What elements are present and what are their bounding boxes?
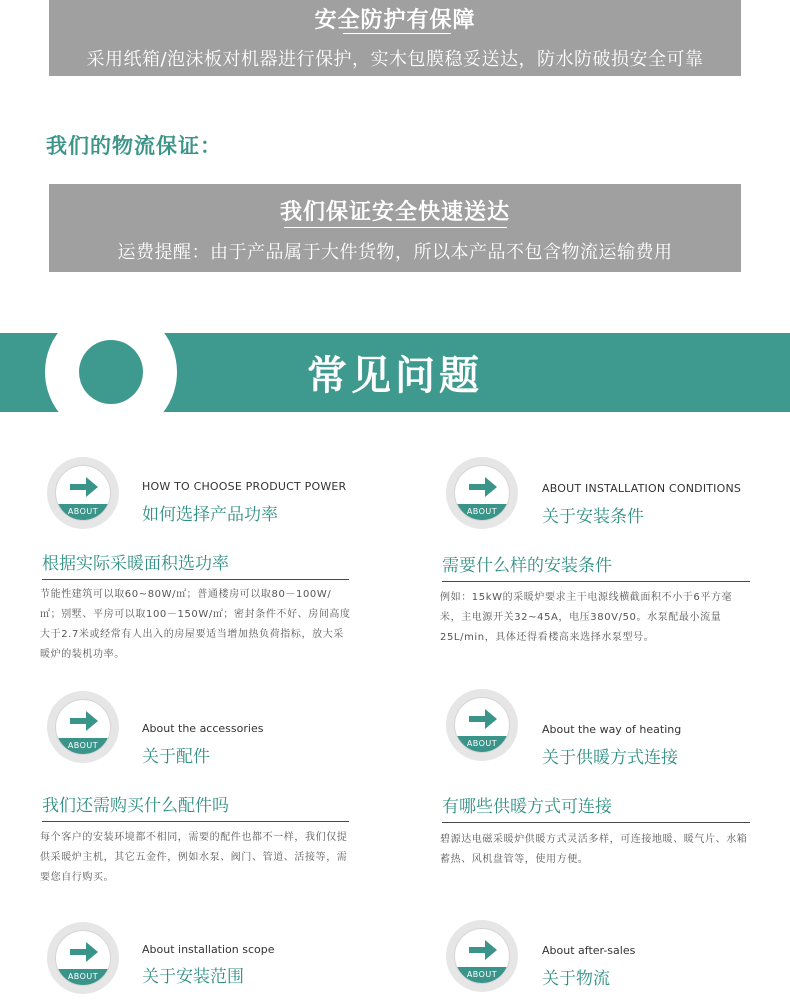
logistics-heading: 我们的物流保证： — [46, 134, 222, 158]
banner-subtitle: 运费提醒：由于产品属于大件货物，所以本产品不包含物流运输费用 — [117, 242, 673, 263]
banner-subtitle: 采用纸箱/泡沫板对机器进行保护，实木包膜稳妥送达，防水防破损安全可靠 — [86, 49, 704, 70]
item-heading: 我们还需购买什么配件吗 — [42, 791, 349, 822]
item-en-title: About after-sales — [542, 944, 636, 957]
about-label: ABOUT — [455, 504, 509, 520]
item-heading: 根据实际采暖面积选功率 — [42, 549, 349, 580]
item-cn-title: 关于配件 — [142, 747, 210, 767]
item-en-title: About installation scope — [142, 943, 275, 956]
arrow-right-icon — [467, 474, 499, 500]
about-label: ABOUT — [56, 969, 110, 985]
item-cn-title: 关于安装条件 — [542, 507, 644, 527]
item-body: 碧源达电磁采暖炉供暖方式灵活多样，可连接地暖、暖气片、水箱蓄热、风机盘管等，使用方便。 — [440, 834, 748, 865]
item-en-title: About the way of heating — [542, 723, 682, 736]
arrow-right-icon — [68, 708, 100, 734]
arrow-right-icon — [68, 939, 100, 965]
about-badge-icon — [446, 689, 518, 761]
banner-title: 我们保证安全快速送达 — [279, 200, 510, 225]
about-label: ABOUT — [56, 738, 110, 754]
about-badge-icon — [446, 457, 518, 529]
item-body: 例如：15kW的采暖炉要求主干电源线横截面积不小于6平方毫米，主电源开关32~45A，电压380V/50。水泵配最小流量25L/min，具体还得看楼高来选择水泵型号。 — [440, 592, 733, 643]
banner-title: 安全防护有保障 — [314, 8, 476, 33]
item-heading: 有哪些供暖方式可连接 — [442, 792, 750, 823]
banner-divider — [343, 33, 451, 34]
about-badge-icon — [47, 457, 119, 529]
about-label: ABOUT — [56, 504, 110, 520]
item-en-title: HOW TO CHOOSE PRODUCT POWER — [142, 480, 347, 493]
item-en-title: ABOUT INSTALLATION CONDITIONS — [542, 482, 742, 495]
faq-title: 常见问题 — [307, 353, 483, 399]
item-body: 每个客户的安装环境都不相同，需要的配件也都不一样，我们仅提供采暖炉主机，其它五金件，例如水泵、阀门、管道、活接等，需要您自行购买。 — [40, 832, 348, 883]
about-label: ABOUT — [455, 736, 509, 752]
item-cn-title: 如何选择产品功率 — [142, 505, 278, 525]
arrow-right-icon — [467, 706, 499, 732]
item-cn-title: 关于供暖方式连接 — [542, 748, 678, 768]
arrow-right-icon — [467, 937, 499, 963]
arrow-right-icon — [68, 474, 100, 500]
about-badge-icon — [446, 920, 518, 992]
item-cn-title: 关于物流 — [542, 969, 610, 989]
delivery-banner — [49, 184, 741, 272]
about-badge-icon — [47, 691, 119, 763]
item-cn-title: 关于安装范围 — [142, 967, 244, 987]
item-body: 节能性建筑可以取60~80W/㎡；普通楼房可以取80－100W/㎡；别墅、平房可以取100－150W/㎡；密封条件不好、房间高度大于2.7米或经常有人出入的房屋要适当增加热负荷指标，放大采暖炉的装机功率。 — [40, 589, 351, 660]
item-heading: 需要什么样的安装条件 — [442, 551, 750, 582]
item-en-title: About the accessories — [142, 722, 264, 735]
banner-divider — [284, 227, 507, 228]
security-banner — [49, 0, 741, 76]
about-label: ABOUT — [455, 967, 509, 983]
about-badge-icon — [47, 922, 119, 994]
